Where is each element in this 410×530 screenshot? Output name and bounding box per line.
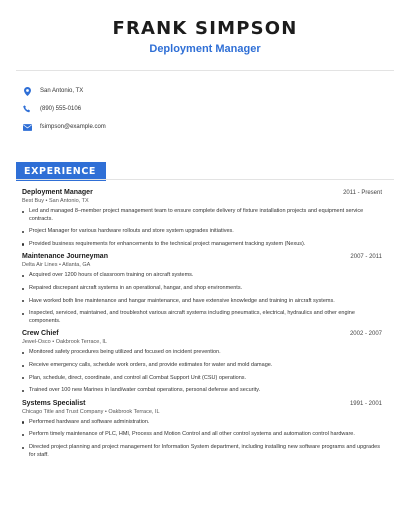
phone-icon [22,104,32,114]
job-bullet: Led and managed 8–member project management team to ensure complete delivery of fixture installation projects and equipment service contracts. [22,208,382,223]
job-location: Oakbrook Terrace, IL [55,339,107,346]
job-company: Chicago Title and Trust Company [22,408,104,415]
job-title: Maintenance Journeyman [22,253,108,261]
job-employer: Chicago Title and Trust Company • Oakbrook Terrace, IL [22,408,160,415]
job-company: Jewel-Osco [22,339,51,346]
job-dates: 2002 - 2007 [349,331,382,338]
job-bullet: Project Manager for various hardware rollouts and store system upgrades initiatives. [22,228,382,236]
contact-location [22,82,106,100]
job-employer: Best Buy • San Antonio, TX [22,198,89,204]
contact-phone [22,100,106,118]
job-dates: 2007 - 2011 [350,254,382,261]
job-bullet: Receive emergency calls, schedule work orders, and provide estimates for water and mold damage. [22,362,382,370]
job-company: Best Buy [22,198,45,204]
job-bullet: Directed project planning and project management for Information System department, including installing new software programs and upgrades for staff. [22,444,382,459]
job-bullet: Plan, schedule, direct, coordinate, and control all Combat Support Unit (CSU) operations. [22,375,382,383]
contact-email-text[interactable]: fsimpson@example.com [40,124,106,130]
job-entry [22,400,382,459]
job-dates: 2011 - Present [343,190,382,196]
experience-list [22,189,382,464]
job-entry [22,253,382,325]
experience-divider [16,179,394,180]
location-pin-icon [22,86,32,96]
job-employer: Delta Air Lines • Atlanta, GA [22,262,91,269]
job-entry [22,330,382,394]
job-bullet: Monitored safety procedures being utilized and focused on incident prevention. [22,349,382,357]
experience-heading: EXPERIENCE [16,162,106,181]
contact-list [22,82,106,136]
job-title: Deployment Manager [22,189,93,196]
email-icon [22,122,32,132]
job-title: Systems Specialist [22,399,86,407]
job-location: San Antonio, TX [49,198,89,204]
job-title: Crew Chief [22,330,59,338]
resume-header [0,0,410,55]
job-bullet: Repaired discrepant aircraft systems in an operational, hangar, and shop environments. [22,285,382,293]
job-bullet: Trained over 100 new Marines in land/water combat operations, personal defense and security. [22,387,382,395]
job-bullet: Performed hardware and software administration. [22,419,382,427]
contact-phone-text: (890) 555-0106 [40,106,82,112]
job-bullet: Acquired over 1200 hours of classroom training on aircraft systems. [22,272,382,280]
job-company: Delta Air Lines [22,262,58,269]
job-location: Oakbrook Terrace, IL [108,408,160,415]
candidate-role: Deployment Manager [149,43,261,55]
candidate-name: FRANK SIMPSON [112,18,298,39]
contact-email[interactable] [22,118,106,136]
job-bullet: Provided business requirements for enhancements to the technical project management tracking system (Nexus). [22,241,382,249]
job-location: Atlanta, GA [62,262,91,269]
contact-location-text: San Antonio, TX [40,88,84,94]
job-bullet: Have worked both line maintenance and hangar maintenance, and have extensive knowledge and training in aircraft systems. [22,298,382,306]
job-employer: Jewel-Osco • Oakbrook Terrace, IL [22,339,107,346]
job-bullet: Perform timely maintenance of PLC, HMI, Process and Motion Control and all other control systems and automation control hardware. [22,431,382,439]
job-dates: 1991 - 2001 [349,400,382,407]
job-entry [22,189,382,248]
header-divider [16,70,394,71]
job-bullet: Inspected, serviced, maintained, and troubleshot various aircraft systems including pneumatics, electrical, hydraulics and other engine components. [22,310,382,325]
